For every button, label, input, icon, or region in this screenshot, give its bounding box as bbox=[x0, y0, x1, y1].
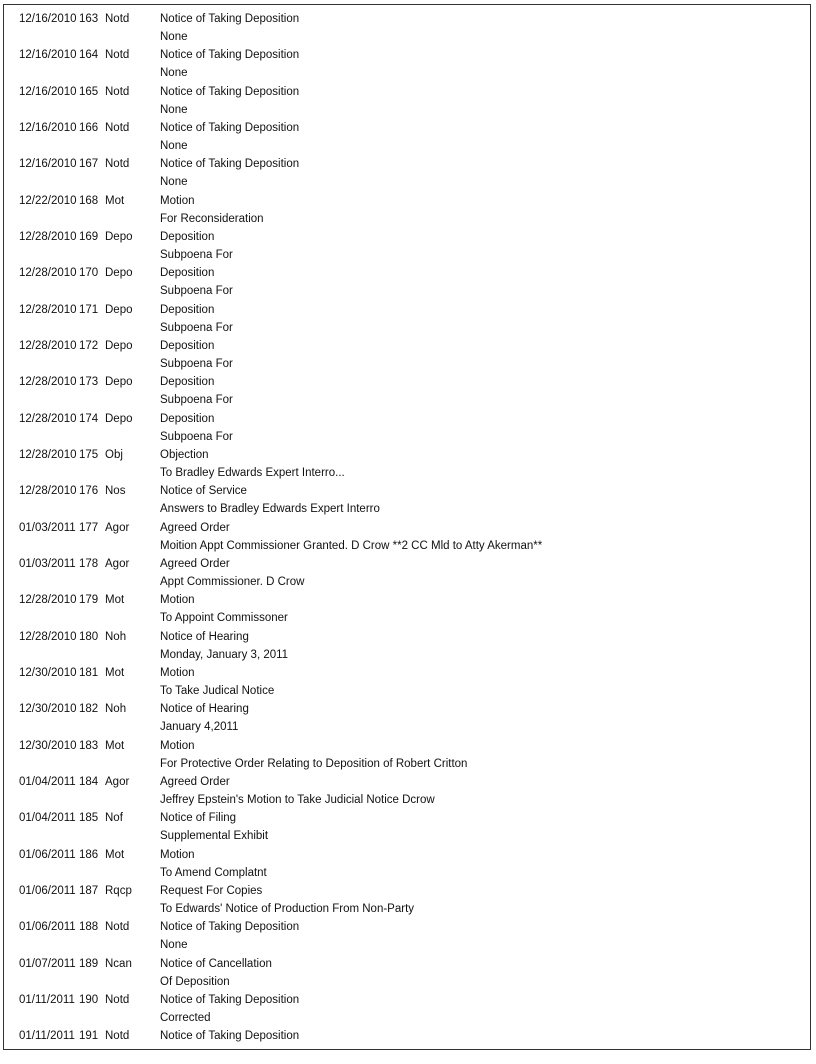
docket-entry bbox=[4, 555, 812, 591]
entry-code: Notd bbox=[105, 85, 130, 98]
entry-title: Notice of Taking Deposition bbox=[160, 13, 300, 25]
entry-title: Motion bbox=[160, 848, 195, 861]
entry-code: Notd bbox=[105, 921, 130, 934]
entry-code: Mot bbox=[105, 848, 125, 861]
entry-date: 12/16/2010 bbox=[19, 13, 77, 25]
entry-detail: Monday, January 3, 2011 bbox=[160, 648, 289, 661]
entry-title: Notice of Taking Deposition bbox=[160, 993, 300, 1006]
entry-code: Obj bbox=[105, 448, 123, 461]
entry-title: Notice of Service bbox=[160, 485, 247, 498]
entry-date: 12/28/2010 bbox=[19, 630, 77, 643]
docket-entry bbox=[4, 700, 812, 736]
entry-number: 186 bbox=[79, 848, 99, 861]
entry-number: 188 bbox=[79, 921, 99, 934]
entry-detail: Appt Commissioner. D Crow bbox=[160, 576, 305, 589]
entry-number: 191 bbox=[79, 1030, 99, 1043]
entry-date: 12/30/2010 bbox=[19, 739, 77, 752]
entry-date: 01/03/2011 bbox=[19, 521, 76, 534]
entry-code: Notd bbox=[105, 49, 130, 62]
entry-title: Notice of Taking Deposition bbox=[160, 1030, 300, 1043]
entry-detail: Subpoena For bbox=[160, 358, 233, 371]
entry-detail: Of Deposition bbox=[160, 975, 230, 988]
entry-date: 12/28/2010 bbox=[19, 448, 77, 461]
entry-number: 166 bbox=[79, 121, 99, 134]
entry-date: 01/03/2011 bbox=[19, 557, 76, 570]
entry-date: 12/16/2010 bbox=[19, 121, 77, 134]
entry-title: Notice of Taking Deposition bbox=[160, 49, 300, 62]
entry-code: Ncan bbox=[105, 957, 132, 970]
docket-entry bbox=[4, 882, 812, 918]
entry-title: Motion bbox=[160, 666, 195, 679]
entry-detail: Subpoena For bbox=[160, 285, 233, 298]
entry-detail: None bbox=[160, 31, 188, 44]
entry-title: Agreed Order bbox=[160, 557, 230, 570]
entry-title: Deposition bbox=[160, 303, 215, 316]
entry-date: 12/28/2010 bbox=[19, 485, 77, 498]
entry-title: Notice of Taking Deposition bbox=[160, 158, 300, 171]
entry-code: Agor bbox=[105, 557, 130, 570]
entry-code: Mot bbox=[105, 594, 125, 607]
entry-date: 01/06/2011 bbox=[19, 921, 76, 934]
entry-detail: Supplemental Exhibit bbox=[160, 830, 269, 843]
entry-date: 12/28/2010 bbox=[19, 594, 77, 607]
entry-number: 175 bbox=[79, 448, 99, 461]
entry-code: Rqcp bbox=[105, 884, 132, 897]
entry-code: Notd bbox=[105, 121, 130, 134]
entry-code: Depo bbox=[105, 303, 133, 316]
entry-number: 169 bbox=[79, 230, 99, 243]
docket-entry bbox=[4, 155, 812, 191]
entry-number: 183 bbox=[79, 739, 99, 752]
docket-entry bbox=[4, 410, 812, 446]
entry-number: 164 bbox=[79, 49, 99, 62]
entry-title: Objection bbox=[160, 448, 209, 461]
entry-number: 176 bbox=[79, 485, 99, 498]
entry-title: Deposition bbox=[160, 339, 215, 352]
docket-entry bbox=[4, 955, 812, 991]
docket-entry bbox=[4, 446, 812, 482]
entry-title: Deposition bbox=[160, 376, 215, 389]
entry-number: 168 bbox=[79, 194, 99, 207]
entry-number: 182 bbox=[79, 703, 99, 716]
entry-code: Agor bbox=[105, 775, 130, 788]
entry-detail: Corrected bbox=[160, 1012, 211, 1025]
entry-number: 180 bbox=[79, 630, 99, 643]
entry-number: 179 bbox=[79, 594, 99, 607]
docket-entry bbox=[4, 46, 812, 82]
entry-date: 01/04/2011 bbox=[19, 812, 76, 825]
docket-entry bbox=[4, 301, 812, 337]
entry-title: Agreed Order bbox=[160, 775, 230, 788]
entry-code: Notd bbox=[105, 1030, 130, 1043]
entry-code: Depo bbox=[105, 339, 133, 352]
entry-date: 12/28/2010 bbox=[19, 230, 77, 243]
entry-code: Depo bbox=[105, 412, 133, 425]
entry-date: 12/28/2010 bbox=[19, 376, 77, 389]
entry-title: Deposition bbox=[160, 412, 215, 425]
docket-entry bbox=[4, 192, 812, 228]
entry-number: 187 bbox=[79, 884, 99, 897]
docket-entry bbox=[4, 664, 812, 700]
entry-detail: Subpoena For bbox=[160, 249, 233, 262]
entry-title: Deposition bbox=[160, 230, 215, 243]
entry-code: Notd bbox=[105, 158, 130, 171]
docket-frame bbox=[3, 4, 811, 1050]
entry-title: Notice of Taking Deposition bbox=[160, 85, 300, 98]
entry-detail: To Amend Complatnt bbox=[160, 866, 267, 879]
entry-date: 12/28/2010 bbox=[19, 267, 77, 280]
entry-date: 12/30/2010 bbox=[19, 666, 77, 679]
entry-code: Notd bbox=[105, 993, 130, 1006]
entry-number: 173 bbox=[79, 376, 99, 389]
entry-detail: None bbox=[160, 103, 188, 116]
entry-date: 01/11/2011 bbox=[19, 1030, 75, 1043]
entry-detail: To Take Judical Notice bbox=[160, 685, 275, 698]
entry-title: Notice of Cancellation bbox=[160, 957, 272, 970]
entry-detail: Answers to Bradley Edwards Expert Interro bbox=[160, 503, 380, 516]
entry-date: 12/28/2010 bbox=[19, 303, 77, 316]
entry-date: 12/16/2010 bbox=[19, 158, 77, 171]
entry-date: 12/28/2010 bbox=[19, 339, 77, 352]
docket-entry bbox=[4, 628, 812, 664]
docket-entry bbox=[4, 482, 812, 518]
entry-detail: Subpoena For bbox=[160, 321, 233, 334]
entry-date: 01/06/2011 bbox=[19, 884, 76, 897]
docket-entry bbox=[4, 846, 812, 882]
docket-entries bbox=[4, 10, 812, 1064]
entry-detail: For Protective Order Relating to Deposition of Robert Critton bbox=[160, 757, 468, 770]
entry-number: 165 bbox=[79, 85, 99, 98]
docket-entry bbox=[4, 337, 812, 373]
entry-number: 171 bbox=[79, 303, 99, 316]
entry-title: Notice of Hearing bbox=[160, 630, 249, 643]
entry-date: 01/11/2011 bbox=[19, 993, 75, 1006]
entry-number: 174 bbox=[79, 412, 99, 425]
entry-code: Depo bbox=[105, 376, 133, 389]
docket-entry bbox=[4, 373, 812, 409]
entry-title: Notice of Taking Deposition bbox=[160, 921, 300, 934]
entry-title: Agreed Order bbox=[160, 521, 230, 534]
entry-title: Notice of Hearing bbox=[160, 703, 249, 716]
entry-detail: None bbox=[160, 140, 188, 153]
entry-date: 12/16/2010 bbox=[19, 85, 77, 98]
entry-code: Depo bbox=[105, 267, 133, 280]
entry-detail: Subpoena For bbox=[160, 430, 233, 443]
entry-detail: None bbox=[160, 176, 188, 189]
entry-code: Agor bbox=[105, 521, 130, 534]
entry-title: Motion bbox=[160, 739, 195, 752]
entry-number: 177 bbox=[79, 521, 99, 534]
entry-number: 189 bbox=[79, 957, 99, 970]
entry-date: 01/06/2011 bbox=[19, 848, 76, 861]
entry-title: Motion bbox=[160, 194, 195, 207]
entry-title: Notice of Filing bbox=[160, 812, 237, 825]
entry-date: 12/28/2010 bbox=[19, 412, 77, 425]
docket-entry bbox=[4, 918, 812, 954]
entry-number: 185 bbox=[79, 812, 99, 825]
entry-code: Depo bbox=[105, 230, 133, 243]
entry-date: 12/30/2010 bbox=[19, 703, 77, 716]
docket-entry bbox=[4, 773, 812, 809]
docket-entry bbox=[4, 119, 812, 155]
entry-number: 167 bbox=[79, 158, 99, 171]
entry-code: Mot bbox=[105, 194, 125, 207]
docket-entry bbox=[4, 991, 812, 1027]
entry-code: Mot bbox=[105, 666, 125, 679]
entry-detail: To Appoint Commissoner bbox=[160, 612, 288, 625]
entry-detail: To Bradley Edwards Expert Interro... bbox=[160, 467, 345, 480]
entry-date: 01/07/2011 bbox=[19, 957, 76, 970]
docket-entry bbox=[4, 809, 812, 845]
docket-entry bbox=[4, 519, 812, 555]
entry-detail: To Edwards' Notice of Production From Non-Party bbox=[160, 903, 415, 916]
entry-detail: Subpoena For bbox=[160, 394, 233, 407]
entry-code: Mot bbox=[105, 739, 125, 752]
docket-entry bbox=[4, 228, 812, 264]
entry-number: 181 bbox=[79, 666, 99, 679]
entry-code: Noh bbox=[105, 703, 127, 716]
entry-detail: January 4,2011 bbox=[160, 721, 239, 734]
entry-number: 190 bbox=[79, 993, 99, 1006]
entry-title: Motion bbox=[160, 594, 195, 607]
entry-number: 172 bbox=[79, 339, 99, 352]
entry-detail: None bbox=[160, 939, 188, 952]
entry-number: 163 bbox=[79, 13, 99, 25]
docket-entry bbox=[4, 83, 812, 119]
entry-detail: None bbox=[160, 67, 188, 80]
entry-title: Notice of Taking Deposition bbox=[160, 121, 300, 134]
docket-entry bbox=[4, 737, 812, 773]
entry-detail: Moition Appt Commissioner Granted. D Crow **2 CC Mld to Atty Akerman** bbox=[160, 539, 543, 552]
docket-entry bbox=[4, 10, 812, 46]
docket-entry bbox=[4, 591, 812, 627]
entry-code: Noh bbox=[105, 630, 127, 643]
entry-detail: For Reconsideration bbox=[160, 212, 264, 225]
docket-entry bbox=[4, 264, 812, 300]
entry-title: Deposition bbox=[160, 267, 215, 280]
entry-number: 184 bbox=[79, 775, 99, 788]
entry-code: Notd bbox=[105, 13, 130, 25]
entry-date: 12/16/2010 bbox=[19, 49, 77, 62]
entry-code: Nof bbox=[105, 812, 123, 825]
entry-date: 12/22/2010 bbox=[19, 194, 77, 207]
entry-number: 170 bbox=[79, 267, 99, 280]
entry-title: Request For Copies bbox=[160, 884, 263, 897]
entry-date: 01/04/2011 bbox=[19, 775, 76, 788]
entry-code: Nos bbox=[105, 485, 126, 498]
docket-entry bbox=[4, 1027, 812, 1063]
entry-detail: Jeffrey Epstein's Motion to Take Judicial Notice Dcrow bbox=[160, 794, 435, 807]
entry-number: 178 bbox=[79, 557, 99, 570]
